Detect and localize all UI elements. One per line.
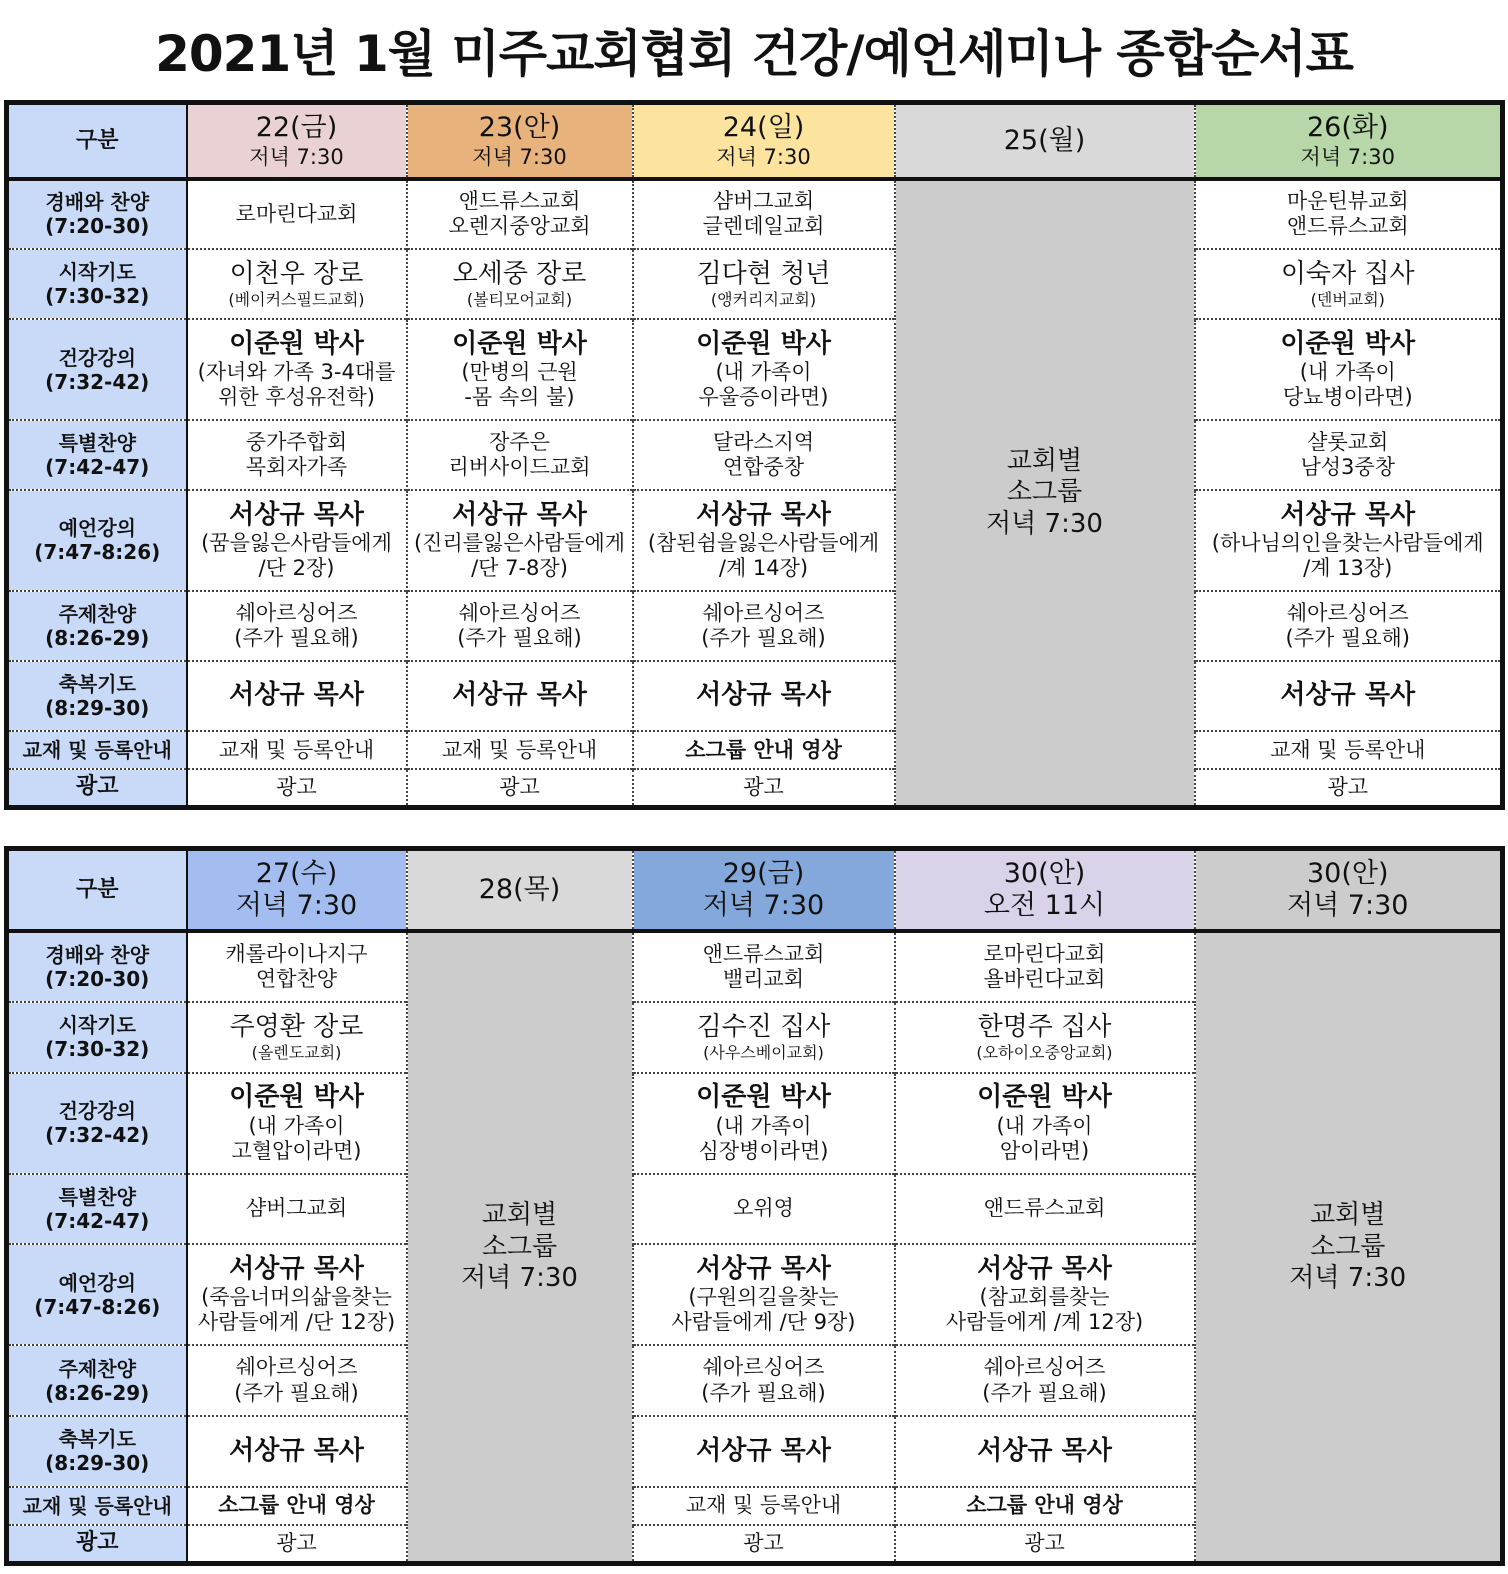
row-label-text: 광고 [75,1530,119,1556]
lecture-topic: 당뇨병이라면) [1282,385,1413,410]
lecture-topic: (참교회를찾는 [979,1285,1110,1310]
cell-line: (주가 필요해) [234,625,359,650]
row-label-line: (8:26-29) [45,625,150,650]
cell-line: 쉐아르싱어즈 [235,600,358,625]
day-header-1 [187,103,407,179]
materials-cell [187,731,407,769]
cell-line: 쉐아르싱어즈 [702,600,825,625]
header-label-cell [7,849,187,932]
theme-song-cell [1195,591,1503,661]
day-header-1 [187,849,407,932]
cell-line: 쉐아르싱어즈 [983,1355,1106,1380]
benediction-speaker: 서상규 목사 [696,1435,831,1466]
cell-line: (주가 필요해) [701,1380,826,1405]
small-group-line: 저녁 7:30 [986,508,1103,539]
ad-text: 광고 [1327,775,1369,800]
cell-line: 쉐아르싱어즈 [702,1355,825,1380]
theme-song-cell [187,1345,407,1416]
day-header-2 [407,849,633,932]
worship-cell [633,179,895,249]
special-music-cell [187,420,407,490]
lecture-speaker: 이준원 박사 [696,1082,831,1113]
row-label-line: 주제찬양 [58,1356,136,1381]
special-music-cell [895,1174,1195,1245]
day-label: 26(화) [1306,112,1389,144]
worship-cell [1195,179,1503,249]
day-label: 22(금) [255,112,338,144]
cell-line: 오렌지중앙교회 [448,214,591,239]
cell-line: (주가 필요해) [701,625,826,650]
theme-song-cell [633,1345,895,1416]
small-group-line: 교회별 [481,1200,558,1231]
materials-text: 소그룹 안내 영상 [685,737,842,762]
lecture-speaker: 서상규 목사 [229,1254,364,1285]
row-label-line: 시작기도 [58,260,136,285]
lecture-speaker: 서상규 목사 [977,1254,1112,1285]
materials-cell [895,1487,1195,1525]
row-label-ads [7,769,187,807]
row-label-line: 주제찬양 [58,601,136,626]
lecture-topic: 사람들에게 /계 12장) [945,1310,1144,1335]
ad-text: 광고 [743,1530,784,1555]
cell-line: 목회자가족 [245,454,348,479]
materials-cell [633,731,895,769]
lecture-speaker: 이준원 박사 [452,328,587,359]
row-label-prophecy-lecture [7,490,187,590]
lecture-speaker: 이준원 박사 [229,1082,364,1113]
lecture-topic: /계 14장) [718,555,809,580]
prayer-church: (베이커스필드교회) [228,290,365,310]
day-time: 저녁 7:30 [249,144,344,169]
small-group-line: 교회별 [1006,446,1083,477]
lecture-speaker: 서상규 목사 [696,1254,831,1285]
special-music-cell [187,1174,407,1245]
small-group-cell [895,179,1195,808]
day-time: 저녁 7:30 [1300,144,1395,169]
lecture-topic: (내 가족이 [248,1113,345,1138]
day-time: 저녁 7:30 [1287,890,1409,922]
row-label-ads [7,1525,187,1563]
lecture-topic: (참된쉼을잃은사람들에게 [647,530,880,555]
ad-text: 광고 [276,1530,317,1555]
row-label-line: 시작기도 [58,1013,136,1038]
row-label-line: 축복기도 [58,1427,136,1452]
prayer-church: (오하이오중앙교회) [976,1043,1113,1063]
cell-line: 앤드류스교회 [983,1196,1106,1221]
row-label-line: (7:20-30) [45,214,150,239]
small-group-line: 저녁 7:30 [1289,1262,1407,1293]
cell-line: (주가 필요해) [1285,625,1410,650]
materials-cell [633,1487,895,1525]
row-label-special-music [7,420,187,490]
prophecy-lecture-cell [895,1244,1195,1345]
benediction-cell [187,1416,407,1487]
row-label-line: (7:42-47) [45,1209,150,1233]
row-label-line: 예언강의 [58,516,136,541]
day-header-4 [895,103,1195,179]
row-label-worship [7,931,187,1002]
prophecy-lecture-cell [633,1244,895,1345]
worship-cell [187,931,407,1002]
header-label: 구분 [75,876,119,902]
row-label-health-lecture [7,319,187,419]
lecture-topic: (자녀와 가족 3-4대를 [197,360,396,385]
prophecy-lecture-cell [1195,490,1503,590]
row-label-special-music [7,1174,187,1245]
benediction-speaker: 서상규 목사 [229,680,364,711]
benediction-speaker: 서상규 목사 [696,680,831,711]
row-label-line: (7:30-32) [45,1037,150,1062]
special-music-cell [633,1174,895,1245]
row-label-line: 축복기도 [58,671,136,696]
day-time: 저녁 7:30 [716,144,811,169]
cell-line: 샬롯교회 [1307,429,1389,454]
row-label-line: (8:29-30) [45,695,150,720]
row-label-benediction [7,1416,187,1487]
benediction-cell [895,1416,1195,1487]
lecture-topic: /단 2장) [258,555,335,580]
cell-line: 샴버그교회 [712,189,815,214]
schedule-table-week1 [4,100,1505,810]
cell-line: 로마린다교회 [983,941,1106,966]
day-label: 27(수) [255,857,338,889]
prayer-church: (올렌도교회) [251,1043,342,1063]
day-label: 30(안) [1306,857,1389,889]
cell-line: (주가 필요해) [234,1380,359,1405]
lecture-topic: (진리를잃은사람들에게 [413,530,626,555]
cell-line: 글렌데일교회 [702,214,825,239]
benediction-cell [407,661,633,731]
row-label-opening-prayer [7,249,187,319]
row-label-text: 교재 및 등록안내 [22,1493,172,1518]
materials-cell [1195,731,1503,769]
prayer-name: 한명주 집사 [977,1012,1112,1043]
cell-line: 쉐아르싱어즈 [235,1355,358,1380]
row-label-worship [7,179,187,249]
day-header-3 [633,849,895,932]
row-label-line: 경배와 찬양 [45,943,150,968]
lecture-topic: 암이라면) [999,1138,1090,1163]
row-label-line: (8:29-30) [45,1451,150,1476]
ads-cell [187,769,407,807]
ads-cell [1195,769,1503,807]
lecture-speaker: 이준원 박사 [229,328,364,359]
row-label-theme-song [7,591,187,661]
small-group-line: 소그룹 [481,1231,558,1262]
cell-line: 앤드류스교회 [702,941,825,966]
cell-line: 로마린다교회 [235,201,358,226]
cell-line: 연합중창 [722,454,805,479]
row-label-line: (7:32-42) [45,1123,150,1148]
row-label-prophecy-lecture [7,1244,187,1345]
materials-cell [407,731,633,769]
lecture-topic: /계 13장) [1303,555,1393,580]
prayer-church: (앵커리지교회) [710,290,817,310]
lecture-topic: 고혈압이라면) [231,1138,362,1163]
materials-text: 교재 및 등록안내 [441,737,598,762]
prayer-name: 이천우 장로 [229,259,364,290]
small-group-line: 교회별 [1310,1200,1386,1231]
opening-prayer-cell [895,1002,1195,1073]
prophecy-lecture-cell [633,490,895,590]
cell-line: 리버사이드교회 [448,454,591,479]
day-label: 25(월) [1003,124,1086,156]
prayer-church: (볼티모어교회) [466,290,573,310]
cell-line: (주가 필요해) [982,1380,1107,1405]
row-label-line: 특별찬양 [58,430,136,455]
prophecy-lecture-cell [407,490,633,590]
cell-line: 샴버그교회 [245,1196,348,1221]
health-lecture-cell [187,319,407,419]
worship-cell [895,931,1195,1002]
lecture-topic: (내 가족이 [715,1113,812,1138]
theme-song-cell [407,591,633,661]
lecture-topic: (하나님의인을찾는사람들에게 [1211,530,1484,555]
small-group-cell [1195,931,1503,1563]
small-group-cell [407,931,633,1563]
ads-cell [895,1525,1195,1563]
materials-text: 교재 및 등록안내 [218,737,375,762]
special-music-cell [633,420,895,490]
cell-line: 장주은 [489,429,550,454]
day-header-5 [1195,849,1503,932]
health-lecture-cell [633,319,895,419]
cell-line: 연합찬양 [255,967,338,992]
health-lecture-cell [1195,319,1503,419]
header-label: 구분 [75,127,119,153]
opening-prayer-cell [187,1002,407,1073]
ads-cell [187,1525,407,1563]
prophecy-lecture-cell [187,1244,407,1345]
cell-line: 쉐아르싱어즈 [458,600,581,625]
schedule-table-week2 [4,846,1505,1566]
cell-line: 앤드류스교회 [458,189,581,214]
cell-line: 남성3중창 [1300,454,1395,479]
row-label-line: 경배와 찬양 [45,190,150,215]
day-time: 저녁 7:30 [235,890,358,922]
day-time: 저녁 7:30 [702,890,825,922]
row-label-benediction [7,661,187,731]
row-label-materials [7,731,187,769]
worship-cell [187,179,407,249]
lecture-topic: (만병의 근원 [461,360,578,385]
health-lecture-cell [895,1073,1195,1174]
lecture-topic: (구원의길을찾는 [688,1285,839,1310]
cell-line: 달라스지역 [712,429,815,454]
benediction-speaker: 서상규 목사 [1280,680,1416,711]
ad-text: 광고 [1024,1530,1065,1555]
cell-line: 앤드류스교회 [1286,214,1409,239]
header-label-cell [7,103,187,179]
health-lecture-cell [187,1073,407,1174]
day-time: 오전 11시 [983,890,1106,922]
lecture-topic: /단 7-8장) [471,555,568,580]
prayer-name: 오세중 장로 [452,259,587,290]
worship-cell [407,179,633,249]
ads-cell [633,769,895,807]
row-label-line: 특별찬양 [58,1185,136,1209]
day-time: 저녁 7:30 [472,144,567,169]
theme-song-cell [187,591,407,661]
row-label-text: 광고 [75,774,119,800]
row-label-theme-song [7,1345,187,1416]
day-label: 29(금) [722,857,805,889]
benediction-cell [1195,661,1503,731]
row-label-line: (7:47-8:26) [34,1294,161,1319]
cell-line: 쉐아르싱어즈 [1286,600,1409,625]
lecture-topic: 사람들에게 /단 9장) [671,1310,856,1335]
lecture-topic: (내 가족이 [715,360,812,385]
lecture-topic: 위한 후성유전학) [218,385,375,410]
row-label-line: 예언강의 [58,1270,136,1295]
theme-song-cell [633,591,895,661]
ad-text: 광고 [743,775,784,800]
ad-text: 광고 [499,775,540,800]
lecture-topic: -몸 속의 불) [464,385,575,410]
small-group-line: 소그룹 [1310,1231,1386,1262]
materials-text: 교재 및 등록안내 [1270,737,1426,762]
row-label-health-lecture [7,1073,187,1174]
prayer-name: 이숙자 집사 [1280,259,1415,290]
benediction-speaker: 서상규 목사 [452,680,587,711]
special-music-cell [1195,420,1503,490]
lecture-topic: 우울증이라면) [698,385,829,410]
ads-cell [407,769,633,807]
theme-song-cell [895,1345,1195,1416]
cell-line: 밸리교회 [722,967,805,992]
lecture-topic: (죽음너머의삶을찾는 [201,1285,392,1310]
lecture-topic: 심장병이라면) [698,1138,829,1163]
lecture-topic: (내 가족이 [996,1113,1093,1138]
day-label: 30(안) [1003,857,1086,889]
prayer-church: (사우스베이교회) [703,1043,824,1063]
row-label-line: (7:42-47) [45,454,150,479]
lecture-topic: 사람들에게 /단 12장) [197,1310,396,1335]
special-music-cell [407,420,633,490]
materials-text: 소그룹 안내 영상 [966,1493,1123,1518]
lecture-speaker: 서상규 목사 [696,499,831,530]
row-label-line: (7:47-8:26) [34,540,161,565]
day-header-3 [633,103,895,179]
lecture-topic: (꿈을잃은사람들에게 [201,530,392,555]
benediction-cell [633,661,895,731]
lecture-speaker: 서상규 목사 [229,499,364,530]
row-label-line: 건강강의 [58,1099,136,1124]
ads-cell [633,1525,895,1563]
opening-prayer-cell [1195,249,1503,319]
opening-prayer-cell [407,249,633,319]
cell-line: 마운틴뷰교회 [1286,189,1409,214]
lecture-speaker: 이준원 박사 [1280,328,1416,359]
benediction-cell [633,1416,895,1487]
cell-line: 욜바린다교회 [983,967,1106,992]
row-label-line: (7:20-30) [45,967,150,992]
prayer-name: 김다현 청년 [696,259,831,290]
day-header-4 [895,849,1195,932]
benediction-speaker: 서상규 목사 [977,1435,1112,1466]
page-title: 2021년 1월 미주교회협회 건강/예언세미나 종합순서표 [155,25,1353,83]
ad-text: 광고 [276,775,317,800]
day-label: 23(안) [478,112,561,144]
row-label-line: (8:26-29) [45,1380,150,1405]
materials-text: 소그룹 안내 영상 [218,1493,375,1518]
row-label-opening-prayer [7,1002,187,1073]
prayer-name: 김수진 집사 [696,1012,831,1043]
row-label-line: (7:32-42) [45,369,150,394]
materials-text: 교재 및 등록안내 [685,1493,842,1518]
opening-prayer-cell [633,1002,895,1073]
lecture-speaker: 이준원 박사 [977,1082,1112,1113]
benediction-cell [187,661,407,731]
lecture-speaker: 이준원 박사 [696,328,831,359]
opening-prayer-cell [187,249,407,319]
cell-line: 오위영 [733,1196,794,1221]
cell-line: (주가 필요해) [457,625,582,650]
lecture-speaker: 서상규 목사 [452,499,587,530]
materials-cell [187,1487,407,1525]
cell-line: 중가주합회 [245,429,348,454]
row-label-line: (7:30-32) [45,284,150,309]
benediction-speaker: 서상규 목사 [229,1435,364,1466]
prayer-name: 주영환 장로 [229,1012,364,1043]
day-label: 24(일) [722,112,805,144]
row-label-materials [7,1487,187,1525]
prophecy-lecture-cell [187,490,407,590]
day-header-5 [1195,103,1503,179]
health-lecture-cell [407,319,633,419]
small-group-line: 저녁 7:30 [461,1262,578,1293]
prayer-church: (덴버교회) [1310,290,1385,310]
lecture-speaker: 서상규 목사 [1280,499,1416,530]
day-header-2 [407,103,633,179]
row-label-text: 교재 및 등록안내 [22,738,172,763]
cell-line: 캐롤라이나지구 [225,941,368,966]
day-label: 28(목) [478,873,561,905]
opening-prayer-cell [633,249,895,319]
lecture-topic: (내 가족이 [1299,360,1396,385]
small-group-line: 소그룹 [1006,477,1083,508]
health-lecture-cell [633,1073,895,1174]
row-label-line: 건강강의 [58,345,136,370]
worship-cell [633,931,895,1002]
